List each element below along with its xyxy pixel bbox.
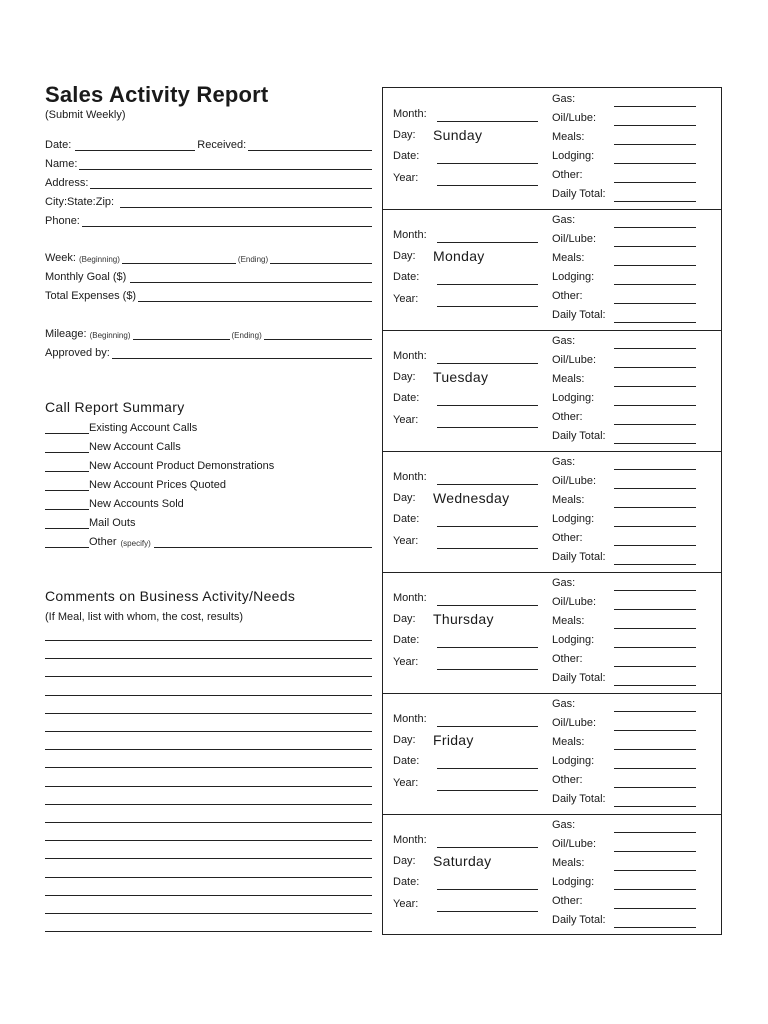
comment-line[interactable] — [45, 877, 372, 878]
year-field[interactable] — [437, 306, 538, 307]
expense-label: Daily Total: — [552, 672, 606, 684]
expense-field[interactable] — [614, 628, 696, 629]
call-item-label: Mail Outs — [89, 517, 136, 529]
expense-field[interactable] — [614, 106, 696, 107]
city-field[interactable] — [120, 196, 372, 208]
date-label: Date: — [393, 513, 420, 525]
day-label: Day: — [393, 492, 416, 504]
week-beginning-label: (Beginning) — [78, 255, 120, 264]
call-count-field[interactable] — [45, 517, 89, 529]
call-count-field[interactable] — [45, 460, 89, 472]
report-header — [45, 82, 373, 121]
month-label: Month: — [393, 350, 427, 362]
expense-label: Oil/Lube: — [552, 838, 597, 850]
year-label: Year: — [393, 414, 419, 426]
expense-label: Meals: — [552, 494, 585, 506]
approved-by-label: Approved by: — [45, 347, 110, 359]
expense-label: Meals: — [552, 736, 585, 748]
day-name: Thursday — [433, 611, 494, 627]
comment-line[interactable] — [45, 822, 372, 823]
date-field[interactable] — [75, 139, 195, 151]
expense-field[interactable] — [614, 163, 696, 164]
mileage-ending-label: (Ending) — [231, 331, 262, 340]
address-row — [45, 175, 372, 189]
comment-line[interactable] — [45, 640, 372, 641]
day-label: Day: — [393, 855, 416, 867]
expense-field[interactable] — [614, 666, 696, 667]
approved-by-field[interactable] — [112, 347, 372, 359]
expense-field[interactable] — [614, 125, 696, 126]
call-item — [45, 496, 184, 510]
year-label: Year: — [393, 535, 419, 547]
expense-field[interactable] — [614, 806, 696, 807]
call-specify-label: (specify) — [120, 539, 151, 548]
call-item — [45, 477, 226, 491]
date-field[interactable] — [437, 284, 538, 285]
month-field[interactable] — [437, 121, 538, 122]
expense-field[interactable] — [614, 851, 696, 852]
approved-by-row — [45, 345, 372, 359]
month-label: Month: — [393, 229, 427, 241]
expense-label: Oil/Lube: — [552, 475, 597, 487]
call-other-field[interactable] — [154, 536, 372, 548]
comment-line[interactable] — [45, 767, 372, 768]
expense-label: Oil/Lube: — [552, 112, 597, 124]
comment-line[interactable] — [45, 713, 372, 714]
month-label: Month: — [393, 713, 427, 725]
year-field[interactable] — [437, 790, 538, 791]
date-field[interactable] — [437, 889, 538, 890]
expense-label: Daily Total: — [552, 309, 606, 321]
mileage-beginning-field[interactable] — [133, 328, 230, 340]
page-title: Sales Activity Report — [45, 82, 269, 107]
expense-field[interactable] — [614, 424, 696, 425]
day-block — [383, 330, 721, 452]
expense-field[interactable] — [614, 870, 696, 871]
expense-label: Other: — [552, 290, 583, 302]
expense-field[interactable] — [614, 832, 696, 833]
expense-field[interactable] — [614, 590, 696, 591]
expense-label: Lodging: — [552, 392, 595, 404]
day-label: Day: — [393, 250, 416, 262]
expense-field[interactable] — [614, 908, 696, 909]
expense-field[interactable] — [614, 564, 696, 565]
date-label: Date: — [393, 271, 420, 283]
city-row — [45, 194, 372, 208]
expense-field[interactable] — [614, 265, 696, 266]
mileage-row — [45, 326, 372, 340]
day-name: Saturday — [433, 853, 492, 869]
call-count-field[interactable] — [45, 479, 89, 491]
expense-label: Oil/Lube: — [552, 717, 597, 729]
day-block — [383, 572, 721, 694]
address-label: Address: — [45, 177, 89, 189]
date-field[interactable] — [437, 405, 538, 406]
date-received-row — [45, 137, 372, 151]
comment-line[interactable] — [45, 931, 372, 932]
expense-field[interactable] — [614, 246, 696, 247]
comments-note-label: (If Meal, list with whom, the cost, results) — [45, 611, 244, 623]
call-item-label: New Account Product Demonstrations — [89, 460, 275, 472]
total-expenses-label: Total Expenses ($) — [45, 290, 137, 302]
expense-label: Lodging: — [552, 150, 595, 162]
expense-label: Other: — [552, 653, 583, 665]
day-label: Day: — [393, 613, 416, 625]
year-field[interactable] — [437, 185, 538, 186]
total-expenses-row — [45, 288, 372, 302]
call-item — [45, 458, 274, 472]
call-item — [45, 515, 135, 529]
expense-label: Lodging: — [552, 271, 595, 283]
comment-line[interactable] — [45, 895, 372, 896]
comment-line[interactable] — [45, 786, 372, 787]
day-name: Sunday — [433, 127, 483, 143]
city-label: City:State:Zip: — [45, 196, 115, 208]
week-ending-field[interactable] — [270, 252, 372, 264]
year-field[interactable] — [437, 669, 538, 670]
day-name: Friday — [433, 732, 474, 748]
name-label: Name: — [45, 158, 78, 170]
call-other-label: Other — [89, 536, 117, 548]
expense-field[interactable] — [614, 787, 696, 788]
expense-label: Meals: — [552, 615, 585, 627]
comment-line[interactable] — [45, 695, 372, 696]
expense-field[interactable] — [614, 730, 696, 731]
expense-label: Daily Total: — [552, 793, 606, 805]
call-item-label: New Accounts Sold — [89, 498, 184, 510]
week-beginning-field[interactable] — [122, 252, 236, 264]
month-label: Month: — [393, 108, 427, 120]
expense-label: Lodging: — [552, 634, 595, 646]
day-name: Monday — [433, 248, 485, 264]
month-label: Month: — [393, 592, 427, 604]
expense-label: Gas: — [552, 819, 576, 831]
expense-label: Gas: — [552, 698, 576, 710]
comment-line[interactable] — [45, 858, 372, 859]
name-field[interactable] — [79, 158, 372, 170]
day-label: Day: — [393, 371, 416, 383]
expense-label: Gas: — [552, 214, 576, 226]
monthly-goal-label: Monthly Goal ($) — [45, 271, 127, 283]
expense-label: Oil/Lube: — [552, 596, 597, 608]
call-item-other — [45, 534, 372, 548]
expense-field[interactable] — [614, 609, 696, 610]
month-field[interactable] — [437, 484, 538, 485]
expense-label: Daily Total: — [552, 551, 606, 563]
day-label: Day: — [393, 129, 416, 141]
expense-field[interactable] — [614, 927, 696, 928]
year-field[interactable] — [437, 911, 538, 912]
mileage-ending-field[interactable] — [264, 328, 372, 340]
phone-row — [45, 213, 372, 227]
year-label: Year: — [393, 293, 419, 305]
year-label: Year: — [393, 898, 419, 910]
expense-label: Meals: — [552, 857, 585, 869]
expense-field[interactable] — [614, 443, 696, 444]
expense-field[interactable] — [614, 227, 696, 228]
expense-label: Meals: — [552, 252, 585, 264]
received-label: Received: — [197, 139, 247, 151]
call-summary-title: Call Report Summary — [45, 399, 185, 415]
expense-field[interactable] — [614, 545, 696, 546]
expense-field[interactable] — [614, 469, 696, 470]
date-field[interactable] — [437, 526, 538, 527]
day-block — [383, 814, 721, 935]
day-name: Tuesday — [433, 369, 489, 385]
year-label: Year: — [393, 172, 419, 184]
expense-label: Other: — [552, 532, 583, 544]
expense-field[interactable] — [614, 284, 696, 285]
expense-label: Gas: — [552, 456, 576, 468]
comments-note — [45, 609, 243, 623]
comment-line[interactable] — [45, 804, 372, 805]
expense-label: Other: — [552, 774, 583, 786]
date-label: Date: — [393, 876, 420, 888]
year-label: Year: — [393, 656, 419, 668]
week-label: Week: — [45, 252, 76, 264]
day-block — [383, 88, 721, 210]
year-field[interactable] — [437, 427, 538, 428]
expense-field[interactable] — [614, 768, 696, 769]
mileage-beginning-label: (Beginning) — [89, 331, 131, 340]
expense-label: Daily Total: — [552, 188, 606, 200]
comments-title: Comments on Business Activity/Needs — [45, 588, 296, 604]
comment-line[interactable] — [45, 731, 372, 732]
received-field[interactable] — [248, 139, 372, 151]
expense-label: Other: — [552, 895, 583, 907]
total-expenses-field[interactable] — [138, 290, 372, 302]
month-field[interactable] — [437, 363, 538, 364]
comment-line[interactable] — [45, 658, 372, 659]
expense-field[interactable] — [614, 405, 696, 406]
comment-line[interactable] — [45, 840, 372, 841]
date-label: Date: — [393, 755, 420, 767]
name-row — [45, 156, 372, 170]
month-field[interactable] — [437, 726, 538, 727]
expense-field[interactable] — [614, 348, 696, 349]
expense-field[interactable] — [614, 507, 696, 508]
day-block — [383, 209, 721, 331]
month-label: Month: — [393, 834, 427, 846]
expense-field[interactable] — [614, 711, 696, 712]
expense-label: Oil/Lube: — [552, 233, 597, 245]
day-block — [383, 693, 721, 815]
expense-label: Lodging: — [552, 755, 595, 767]
date-field[interactable] — [437, 768, 538, 769]
week-row — [45, 250, 372, 264]
date-field[interactable] — [437, 647, 538, 648]
expense-label: Meals: — [552, 131, 585, 143]
expense-field[interactable] — [614, 889, 696, 890]
mileage-label: Mileage: — [45, 328, 87, 340]
day-name: Wednesday — [433, 490, 510, 506]
expense-field[interactable] — [614, 182, 696, 183]
expense-field[interactable] — [614, 303, 696, 304]
day-block — [383, 451, 721, 573]
expense-field[interactable] — [614, 526, 696, 527]
expense-field[interactable] — [614, 322, 696, 323]
call-item-label: New Account Prices Quoted — [89, 479, 226, 491]
expense-label: Daily Total: — [552, 430, 606, 442]
call-item-label: New Account Calls — [89, 441, 181, 453]
expense-label: Gas: — [552, 577, 576, 589]
daily-expense-panel — [382, 87, 722, 935]
expense-label: Meals: — [552, 373, 585, 385]
month-field[interactable] — [437, 847, 538, 848]
comment-line[interactable] — [45, 913, 372, 914]
expense-label: Gas: — [552, 93, 576, 105]
year-field[interactable] — [437, 548, 538, 549]
year-label: Year: — [393, 777, 419, 789]
month-field[interactable] — [437, 242, 538, 243]
expense-field[interactable] — [614, 201, 696, 202]
monthly-goal-field[interactable] — [130, 271, 372, 283]
month-label: Month: — [393, 471, 427, 483]
day-label: Day: — [393, 734, 416, 746]
expense-label: Daily Total: — [552, 914, 606, 926]
call-count-field[interactable] — [45, 441, 89, 453]
call-count-field[interactable] — [45, 498, 89, 510]
expense-label: Gas: — [552, 335, 576, 347]
comment-line[interactable] — [45, 676, 372, 677]
page-subtitle: (Submit Weekly) — [45, 109, 126, 121]
call-item-label: Existing Account Calls — [89, 422, 198, 434]
phone-field[interactable] — [82, 215, 372, 227]
expense-field[interactable] — [614, 367, 696, 368]
expense-label: Other: — [552, 411, 583, 423]
monthly-goal-row — [45, 269, 372, 283]
expense-field[interactable] — [614, 749, 696, 750]
week-ending-label: (Ending) — [237, 255, 269, 264]
call-item — [45, 420, 197, 434]
date-label: Date: — [45, 139, 72, 151]
expense-field[interactable] — [614, 647, 696, 648]
expense-field[interactable] — [614, 685, 696, 686]
phone-label: Phone: — [45, 215, 80, 227]
expense-field[interactable] — [614, 144, 696, 145]
expense-label: Other: — [552, 169, 583, 181]
date-label: Date: — [393, 392, 420, 404]
call-count-field[interactable] — [45, 422, 89, 434]
date-field[interactable] — [437, 163, 538, 164]
expense-label: Oil/Lube: — [552, 354, 597, 366]
expense-label: Lodging: — [552, 513, 595, 525]
comment-line[interactable] — [45, 749, 372, 750]
call-count-field[interactable] — [45, 536, 89, 548]
expense-label: Lodging: — [552, 876, 595, 888]
expense-field[interactable] — [614, 488, 696, 489]
address-field[interactable] — [90, 177, 372, 189]
month-field[interactable] — [437, 605, 538, 606]
date-label: Date: — [393, 634, 420, 646]
expense-field[interactable] — [614, 386, 696, 387]
call-item — [45, 439, 181, 453]
date-label: Date: — [393, 150, 420, 162]
